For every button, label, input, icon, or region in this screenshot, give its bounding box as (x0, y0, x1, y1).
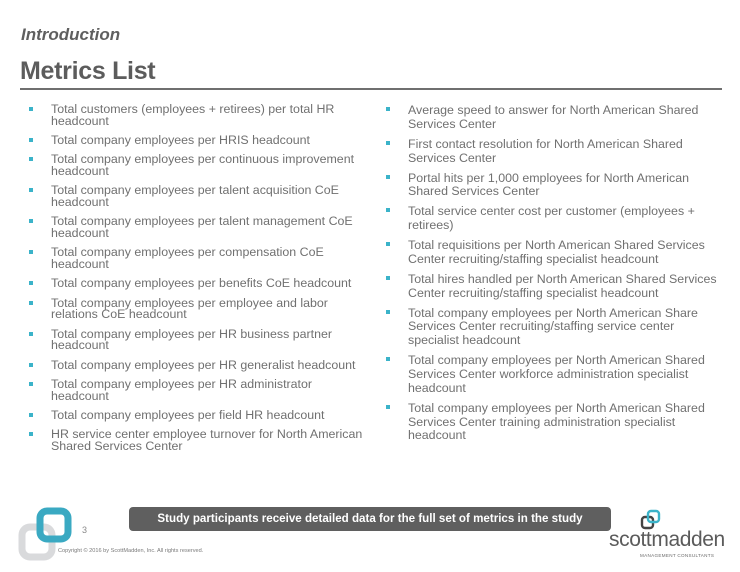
list-item (26, 278, 371, 290)
list-item (383, 104, 728, 132)
metric-text: Total company employees per North American Shared Services Center workforce administration specialist headcount (408, 353, 705, 395)
list-item (26, 429, 371, 452)
list-item (26, 295, 371, 322)
bullet-icon (29, 382, 33, 386)
list-item (383, 205, 728, 233)
metric-text: Total customers (employees + retirees) per total HR headcount (51, 102, 335, 128)
study-banner: Study participants receive detailed data for the full set of metrics in the study (129, 507, 611, 531)
list-item (383, 138, 728, 166)
list-item (26, 379, 371, 402)
list-item (383, 172, 728, 200)
bullet-icon (386, 208, 390, 212)
metric-text: Average speed to answer for North American Shared Services Center (408, 103, 699, 131)
brand-tagline: MANAGEMENT CONSULTANTS (640, 553, 715, 558)
list-item (26, 104, 371, 127)
bullet-icon (386, 357, 390, 361)
bullet-icon (386, 141, 390, 145)
list-item (26, 410, 371, 422)
bullet-icon (386, 107, 390, 111)
metric-text: Total company employees per HR business partner headcount (51, 326, 332, 353)
list-item (26, 357, 371, 372)
bullet-icon (386, 310, 390, 314)
list-item (26, 185, 371, 208)
bullet-icon (386, 242, 390, 246)
metric-text: Total company employees per benefits CoE headcount (51, 276, 352, 291)
bullet-icon (29, 250, 33, 254)
list-item (383, 354, 728, 395)
bullet-icon (29, 413, 33, 417)
bullet-icon (29, 107, 33, 111)
metric-text: Total company employees per field HR headcount (51, 408, 325, 423)
bullet-icon (29, 432, 33, 436)
metric-text: Total company employees per HRIS headcount (51, 132, 310, 147)
metrics-list-right (383, 104, 728, 449)
title-divider (20, 88, 722, 90)
metric-text: Total company employees per HR generalist headcount (51, 357, 356, 372)
list-item (26, 326, 371, 353)
metrics-list-left (26, 104, 371, 460)
brand-name: scottmadden (609, 528, 725, 551)
copyright-notice: Copyright © 2016 by ScottMadden, Inc. All rights reserved. (58, 548, 204, 554)
metric-text: Total company employees per HR administrator headcount (51, 377, 313, 403)
metric-text: Total service center cost per customer (employees + retirees) (408, 204, 695, 233)
metric-text: Total requisitions per North American Shared Services Center recruiting/staffing specialist headcount (408, 238, 705, 266)
metric-text: Total company employees per continuous improvement headcount (51, 152, 355, 178)
page-title: Metrics List (20, 57, 156, 85)
list-item (383, 239, 728, 267)
metric-text: Total company employees per talent management CoE headcount (51, 214, 353, 240)
bullet-icon (29, 281, 33, 285)
bullet-icon (386, 175, 390, 179)
metric-text: Total company employees per employee and labor relations CoE headcount (51, 295, 328, 322)
bullet-icon (29, 332, 33, 336)
bullet-icon (386, 276, 390, 280)
metric-text: Portal hits per 1,000 employees for North American Shared Services Center (408, 170, 689, 199)
metric-text: Total company employees per compensation CoE headcount (51, 245, 324, 271)
list-item (383, 273, 728, 301)
bullet-icon (29, 301, 33, 305)
list-item (26, 216, 371, 239)
metric-text: First contact resolution for North American Shared Services Center (408, 136, 683, 165)
section-label: Introduction (21, 25, 121, 44)
metric-text: Total company employees per North American Share Services Center recruiting/staffing service center specialist headcount (408, 305, 698, 348)
metric-text: HR service center employee turnover for North American Shared Services Center (51, 427, 363, 454)
list-item (26, 247, 371, 270)
list-item (26, 132, 371, 147)
bullet-icon (386, 405, 390, 409)
list-item (383, 402, 728, 443)
metric-text: Total hires handled per North American Shared Services Center recruiting/staffing specialist headcount (408, 271, 717, 300)
bullet-icon (29, 219, 33, 223)
metric-text: Total company employees per talent acquisition CoE headcount (51, 183, 339, 209)
bullet-icon (29, 138, 33, 142)
page-number: 3 (82, 525, 88, 535)
bullet-icon (29, 188, 33, 192)
list-item (383, 307, 728, 348)
bullet-icon (29, 363, 33, 367)
bullet-icon (29, 157, 33, 161)
list-item (26, 154, 371, 177)
metric-text: Total company employees per North American Shared Services Center training administration specialist headcount (408, 400, 705, 443)
corner-logo-icon (18, 505, 78, 565)
